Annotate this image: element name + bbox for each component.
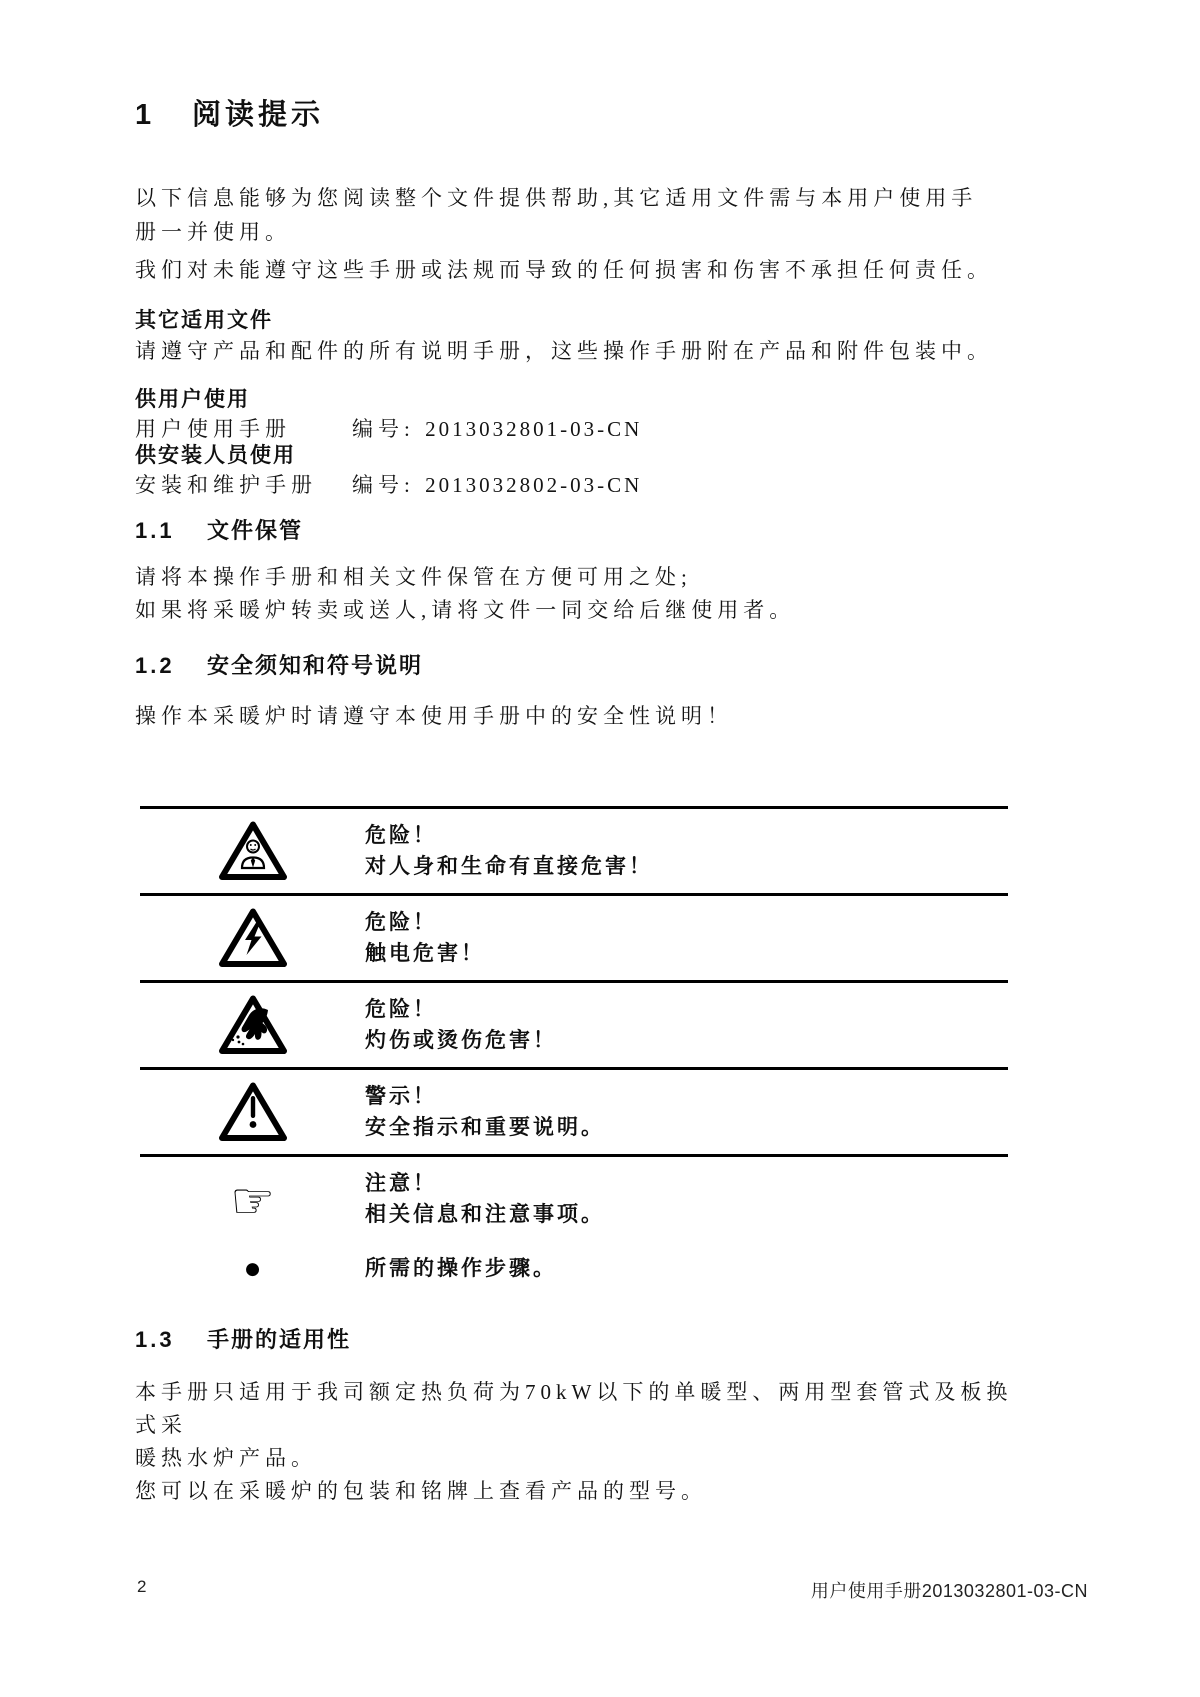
- symbol-desc: 触电危害！: [365, 942, 485, 965]
- safety-symbols-table: [140, 806, 1008, 1293]
- section-1-2-number: 1.2: [135, 653, 175, 678]
- section-1-1-heading: [135, 515, 303, 547]
- table-row: [140, 983, 1008, 1070]
- icon-cell: [140, 896, 365, 980]
- symbol-text: [365, 1157, 1008, 1245]
- user-manual-number-value: 2013032801-03-CN: [425, 417, 643, 441]
- symbol-title: 危险！: [365, 911, 437, 934]
- install-manual-number-prefix: 编号:: [352, 473, 426, 497]
- other-documents-heading: 其它适用文件: [135, 309, 273, 332]
- section-1-3-heading: [135, 1324, 351, 1356]
- icon-cell: [140, 1070, 365, 1154]
- symbol-desc: 所需的操作步骤。: [365, 1257, 557, 1280]
- section-1-3-number: 1.3: [135, 1327, 175, 1352]
- symbol-title: 注意！: [365, 1172, 437, 1195]
- symbol-desc: 对人身和生命有直接危害！: [365, 855, 653, 878]
- table-row: [140, 1245, 1008, 1293]
- icon-cell: [140, 809, 365, 893]
- for-installer-heading: 供安装人员使用: [135, 444, 296, 467]
- user-manual-number-prefix: 编号:: [352, 417, 426, 441]
- intro-paragraph: 以下信息能够为您阅读整个文件提供帮助,其它适用文件需与本用户使用手 册一并使用。: [135, 186, 978, 244]
- symbol-desc: 安全指示和重要说明。: [365, 1116, 605, 1139]
- install-manual-number-value: 2013032802-03-CN: [425, 473, 643, 497]
- symbol-text: [365, 1245, 1008, 1293]
- table-row: [140, 1070, 1008, 1157]
- symbol-text: [365, 896, 1008, 980]
- chapter-number: 1: [135, 99, 156, 131]
- symbol-title: 危险！: [365, 824, 437, 847]
- user-manual-number: [352, 412, 642, 446]
- user-manual-label: 用户使用手册: [135, 417, 291, 441]
- section-1-1-title: 文件保管: [207, 518, 304, 543]
- section-1-1-number: 1.1: [135, 518, 175, 543]
- table-row: [140, 1157, 1008, 1245]
- section-1-2-heading: [135, 650, 423, 682]
- icon-cell: [140, 983, 365, 1067]
- symbol-text: [365, 983, 1008, 1067]
- symbol-title: 危险！: [365, 998, 437, 1021]
- footer-doc-reference: 用户使用手册2013032801-03-CN: [810, 1581, 1088, 1601]
- danger-electric-icon: [219, 908, 287, 968]
- table-row: [140, 896, 1008, 983]
- pointing-hand-icon: ☞: [230, 1172, 275, 1230]
- chapter-heading: [135, 98, 324, 132]
- other-documents-text: 请遵守产品和配件的所有说明手册，这些操作手册附在产品和附件包装中。: [135, 339, 993, 363]
- chapter-title: 阅读提示: [192, 99, 325, 131]
- icon-cell: [140, 1245, 365, 1293]
- symbol-text: [365, 1070, 1008, 1154]
- symbol-desc: 灼伤或烫伤危害！: [365, 1029, 557, 1052]
- bullet-icon: ●: [245, 1258, 260, 1279]
- danger-person-icon: [219, 821, 287, 881]
- symbol-title: 警示！: [365, 1085, 437, 1108]
- icon-cell: [140, 1157, 365, 1245]
- install-manual-number: [352, 468, 642, 502]
- section-1-3-title: 手册的适用性: [207, 1327, 352, 1352]
- for-user-heading: 供用户使用: [135, 388, 250, 411]
- applicability-paragraph: 本手册只适用于我司额定热负荷为70kW以下的单暖型、两用型套管式及板换式采 暖热水炉产品。 您可以在采暖炉的包装和铭牌上查看产品的型号。: [135, 1380, 1013, 1503]
- liability-paragraph: 我们对未能遵守这些手册或法规而导致的任何损害和伤害不承担任何责任。: [135, 258, 993, 282]
- install-manual-row: [135, 468, 1035, 502]
- danger-burn-icon: [219, 995, 287, 1055]
- symbol-desc: 相关信息和注意事项。: [365, 1203, 605, 1226]
- footer-page-number: 2: [137, 1577, 148, 1596]
- section-1-2-title: 安全须知和符号说明: [207, 653, 424, 678]
- warning-exclamation-icon: [219, 1082, 287, 1142]
- symbol-text: [365, 809, 1008, 893]
- storage-paragraph: 请将本操作手册和相关文件保管在方便可用之处; 如果将采暖炉转卖或送人,请将文件一同交给后继使用者。: [135, 565, 796, 622]
- table-row: [140, 809, 1008, 896]
- safety-note: 操作本采暖炉时请遵守本使用手册中的安全性说明！: [135, 704, 733, 728]
- install-manual-label: 安装和维护手册: [135, 473, 317, 497]
